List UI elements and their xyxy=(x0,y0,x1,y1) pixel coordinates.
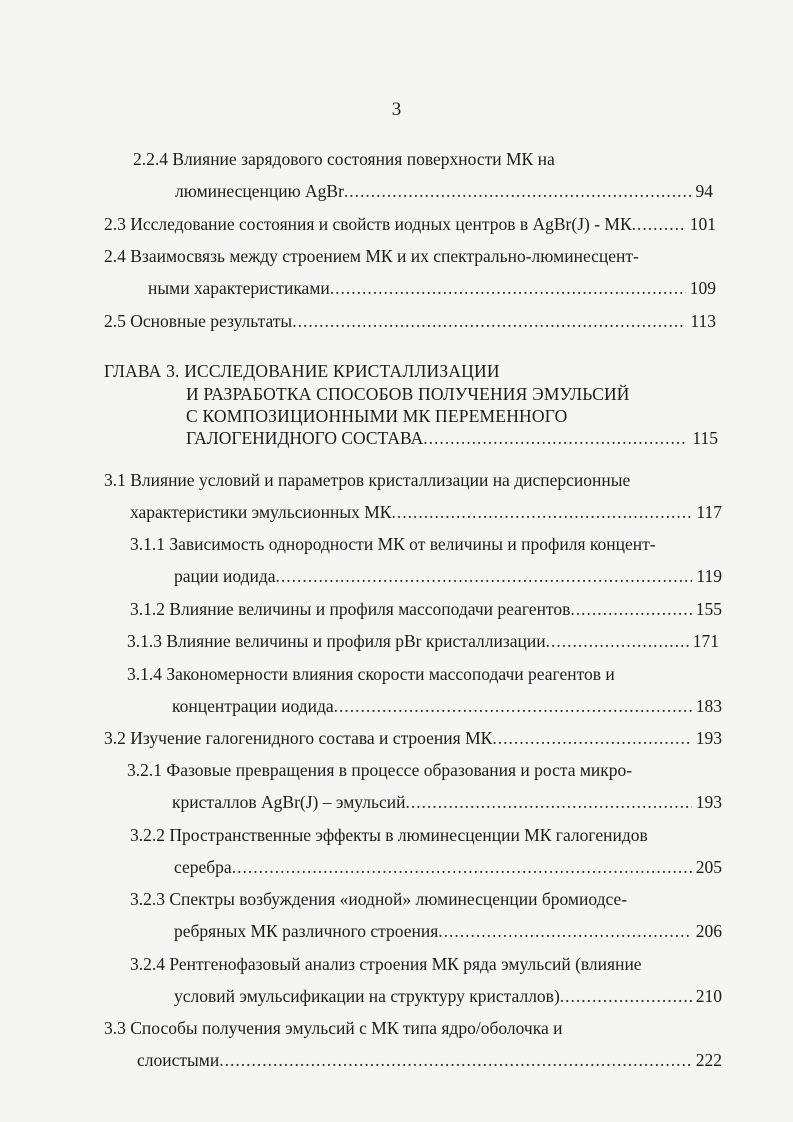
toc-entry-3-1-continuation: характеристики эмульсионных МК xyxy=(130,502,392,522)
toc-entry-3-1-1-title: 3.1.1 Зависимость однородности МК от величины и профиля концент- xyxy=(130,534,656,554)
chapter-3-heading-line-3: С КОМПОЗИЦИОННЫМИ МК ПЕРЕМЕННОГО xyxy=(186,406,568,426)
toc-entry-3-2-4-leader xyxy=(174,985,722,1007)
toc-entry-3-1-2 xyxy=(130,598,722,620)
toc-entry-3-2-4-continuation: условий эмульсификации на структуру кристаллов) xyxy=(174,986,560,1006)
chapter-3-page: 115 xyxy=(692,428,718,448)
toc-entry-2-3-title: 2.3 Исследование состояния и свойств иодных центров в AgBr(J) - МК xyxy=(104,214,632,234)
toc-entry-2-2-4-continuation: люминесценцию AgBr xyxy=(175,181,344,201)
chapter-3-heading-line-4: ГАЛОГЕНИДНОГО СОСТАВА xyxy=(186,428,424,448)
toc-entry-3-2-3-page: 206 xyxy=(695,921,722,941)
toc-entry-2-5 xyxy=(104,310,716,332)
toc-entry-2-2-4-leader xyxy=(175,180,713,202)
toc-entry-3-1-1-page: 119 xyxy=(696,566,722,586)
dot-leader xyxy=(570,598,691,620)
toc-entry-3-1-2-title: 3.1.2 Влияние величины и профиля массоподачи реагентов xyxy=(130,599,571,619)
toc-entry-2-4-title: 2.4 Взаимосвязь между строением МК и их спектрально-люминесцент- xyxy=(104,246,639,266)
dot-leader xyxy=(344,180,692,202)
toc-entry-2-3-page: 101 xyxy=(689,214,716,234)
toc-entry-3-3-title: 3.3 Способы получения эмульсий с МК типа ядро/оболочка и xyxy=(104,1018,563,1038)
dot-leader xyxy=(406,791,692,813)
dot-leader xyxy=(219,1049,692,1071)
chapter-3-heading-leader xyxy=(186,427,718,449)
toc-entry-3-1-3-page: 171 xyxy=(692,631,719,651)
dot-leader xyxy=(334,695,692,717)
toc-entry-2-3 xyxy=(104,213,716,235)
dot-leader xyxy=(423,427,688,449)
toc-entry-3-2-1-title: 3.2.1 Фазовые превращения в процессе образования и роста микро- xyxy=(127,760,633,780)
dot-leader xyxy=(292,310,686,332)
chapter-3-heading-line-2: И РАЗРАБОТКА СПОСОБОВ ПОЛУЧЕНИЯ ЭМУЛЬСИЙ xyxy=(186,384,630,404)
toc-entry-3-2-3-title: 3.2.3 Спектры возбуждения «иодной» люминесценции бромиодсе- xyxy=(130,889,628,909)
toc-entry-3-1-1-continuation: рации иодида xyxy=(174,566,276,586)
toc-entry-2-2-4-page: 94 xyxy=(695,181,713,201)
toc-entry-3-1-1-leader xyxy=(174,565,722,587)
toc-entry-3-1-title: 3.1 Влияние условий и параметров кристаллизации на дисперсионные xyxy=(104,470,631,490)
toc-entry-2-4-leader xyxy=(148,277,716,299)
toc-entry-3-2-2-page: 205 xyxy=(695,857,722,877)
toc-entry-3-2-1-continuation: кристаллов AgBr(J) – эмульсий xyxy=(172,792,406,812)
toc-entry-3-2-2-title: 3.2.2 Пространственные эффекты в люминесценции МК галогенидов xyxy=(130,825,648,845)
dot-leader xyxy=(632,213,686,235)
toc-entry-3-2-3-continuation: ребряных МК различного строения xyxy=(174,921,439,941)
toc-entry-2-5-page: 113 xyxy=(690,311,716,331)
toc-entry-3-2-1-leader xyxy=(172,791,722,813)
toc-entry-3-1-3-title: 3.1.3 Влияние величины и профиля pBr кристаллизации xyxy=(127,631,546,651)
toc-entry-3-2-1-page: 193 xyxy=(695,792,722,812)
dot-leader xyxy=(438,920,691,942)
toc-entry-3-1-4-title: 3.1.4 Закономерности влияния скорости массоподачи реагентов и xyxy=(127,664,615,684)
toc-entry-3-1-3 xyxy=(127,630,719,652)
toc-entry-3-2-2-continuation: серебра xyxy=(174,857,232,877)
toc-entry-3-3-continuation: слоистыми xyxy=(137,1050,220,1070)
toc-entry-3-2-title: 3.2 Изучение галогенидного состава и строения МК xyxy=(104,728,493,748)
page-number: 3 xyxy=(391,99,402,120)
dot-leader xyxy=(560,985,692,1007)
toc-entry-2-5-title: 2.5 Основные результаты xyxy=(104,311,293,331)
chapter-3-heading-line-1: ГЛАВА 3. ИССЛЕДОВАНИЕ КРИСТАЛЛИЗАЦИИ xyxy=(104,361,500,381)
dot-leader xyxy=(330,277,686,299)
toc-entry-3-1-2-page: 155 xyxy=(695,599,722,619)
toc-entry-3-1-page: 117 xyxy=(696,502,722,522)
dot-leader xyxy=(232,856,692,878)
toc-entry-3-2-4-title: 3.2.4 Рентгенофазовый анализ строения МК ряда эмульсий (влияние xyxy=(130,954,642,974)
toc-entry-3-1-4-continuation: концентрации иодида xyxy=(172,696,334,716)
toc-entry-2-2-4-title: 2.2.4 Влияние зарядового состояния поверхности МК на xyxy=(133,149,555,169)
toc-entry-3-1-4-page: 183 xyxy=(695,696,722,716)
toc-entry-3-2-3-leader xyxy=(174,920,722,942)
dot-leader xyxy=(492,727,691,749)
dot-leader xyxy=(276,565,693,587)
dot-leader xyxy=(546,630,689,652)
toc-entry-3-2 xyxy=(104,727,722,749)
toc-entry-3-2-page: 193 xyxy=(695,728,722,748)
toc-entry-3-1-leader xyxy=(130,501,722,523)
toc-entry-2-4-page: 109 xyxy=(689,278,716,298)
toc-entry-3-2-2-leader xyxy=(174,856,722,878)
toc-entry-2-4-continuation: ными характеристиками xyxy=(148,278,330,298)
toc-entry-3-2-4-page: 210 xyxy=(695,986,722,1006)
toc-entry-3-3-page: 222 xyxy=(695,1050,722,1070)
toc-entry-3-3-leader xyxy=(137,1049,722,1071)
toc-entry-3-1-4-leader xyxy=(172,695,722,717)
dot-leader xyxy=(391,501,692,523)
